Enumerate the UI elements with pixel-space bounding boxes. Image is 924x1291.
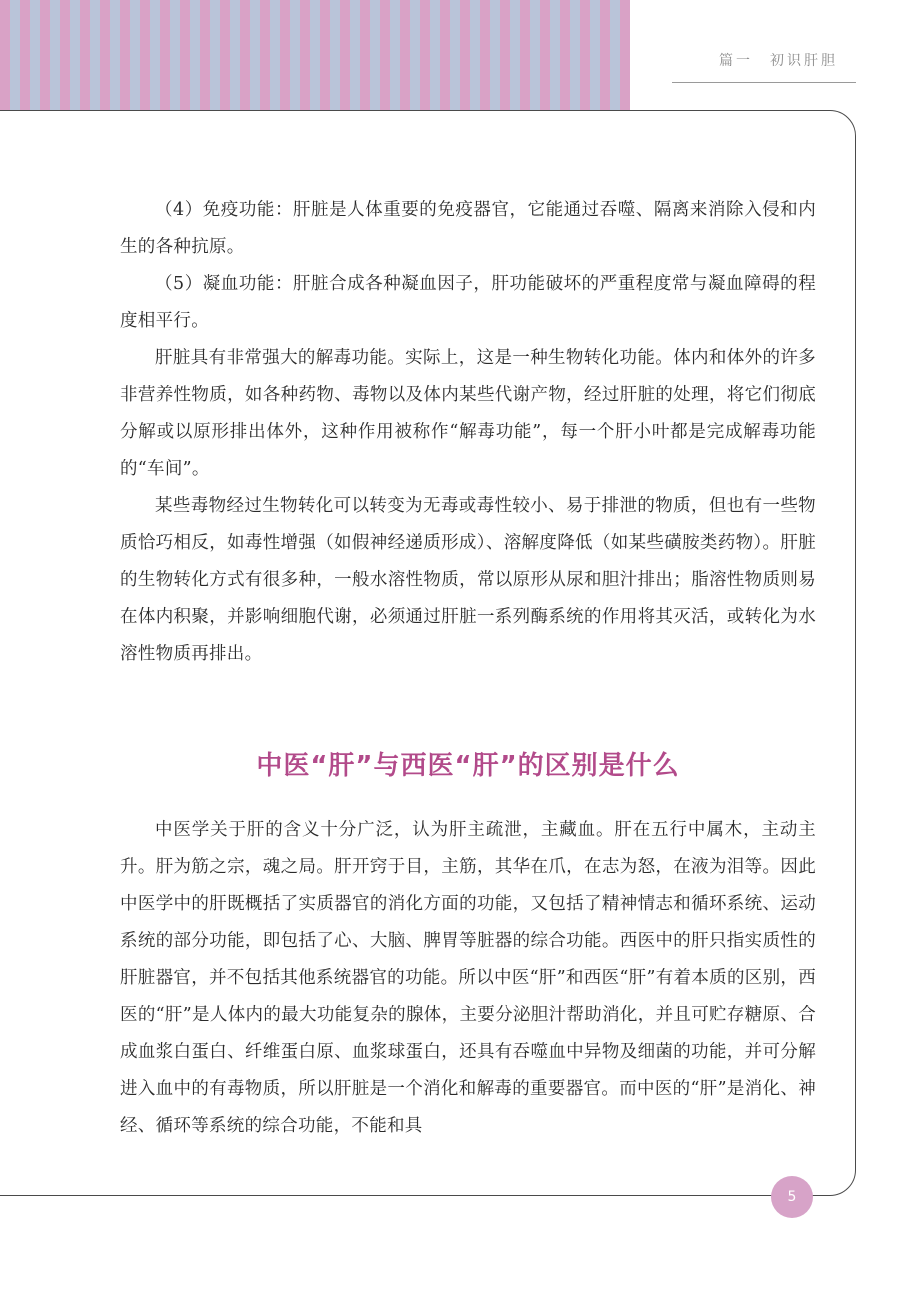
- paragraph-biotransformation: 某些毒物经过生物转化可以转变为无毒或毒性较小、易于排泄的物质，但也有一些物质恰巧相反，如毒性增强（如假神经递质形成）、溶解度降低（如某些磺胺类药物）。肝脏的生物转化方式有很多种，一般水溶性物质，常以原形从尿和胆汁排出；脂溶性物质则易在体内积聚，并影响细胞代谢，必须通过肝脏一系列酶系统的作用将其灭活，或转化为水溶性物质再排出。: [120, 496, 816, 664]
- running-header: 篇一 初识肝胆: [719, 53, 838, 69]
- main-content: [120, 192, 816, 1145]
- paragraph-immune-function: （4）免疫功能：肝脏是人体重要的免疫器官，它能通过吞噬、隔离来消除入侵和内生的各种抗原。: [120, 200, 816, 257]
- paragraph-tcm-vs-western-liver: 中医学关于肝的含义十分广泛，认为肝主疏泄，主藏血。肝在五行中属木，主动主升。肝为筋之宗，魂之局。肝开窍于目，主筋，其华在爪，在志为怒，在液为泪等。因此中医学中的肝既概括了实质器官的消化方面的功能，又包括了精神情志和循环系统、运动系统的部分功能，即包括了心、大脑、脾胃等脏器的综合功能。西医中的肝只指实质性的肝脏器官，并不包括其他系统器官的功能。所以中医“肝”和西医“肝”有着本质的区别，西医的“肝”是人体内的最大功能复杂的腺体，主要分泌胆汁帮助消化，并且可贮存糖原、合成血浆白蛋白、纤维蛋白原、血浆球蛋白，还具有吞噬血中异物及细菌的功能，并可分解进入血中的有毒物质，所以肝脏是一个消化和解毒的重要器官。而中医的“肝”是消化、神经、循环等系统的综合功能，不能和具: [120, 820, 816, 1136]
- page-number-badge: 5: [771, 1176, 813, 1218]
- paragraph-detox-function: 肝脏具有非常强大的解毒功能。实际上，这是一种生物转化功能。体内和体外的许多非营养性物质，如各种药物、毒物以及体内某些代谢产物，经过肝脏的处理，将它们彻底分解或以原形排出体外，这种作用被称作“解毒功能”，每一个肝小叶都是完成解毒功能的“车间”。: [120, 348, 816, 479]
- decorative-stripe-banner: [0, 0, 630, 110]
- section-heading: 中医“肝”与西医“肝”的区别是什么: [256, 751, 680, 781]
- paragraph-coagulation-function: （5）凝血功能：肝脏合成各种凝血因子，肝功能破坏的严重程度常与凝血障碍的程度相平行。: [120, 274, 816, 331]
- header-divider: [672, 82, 856, 83]
